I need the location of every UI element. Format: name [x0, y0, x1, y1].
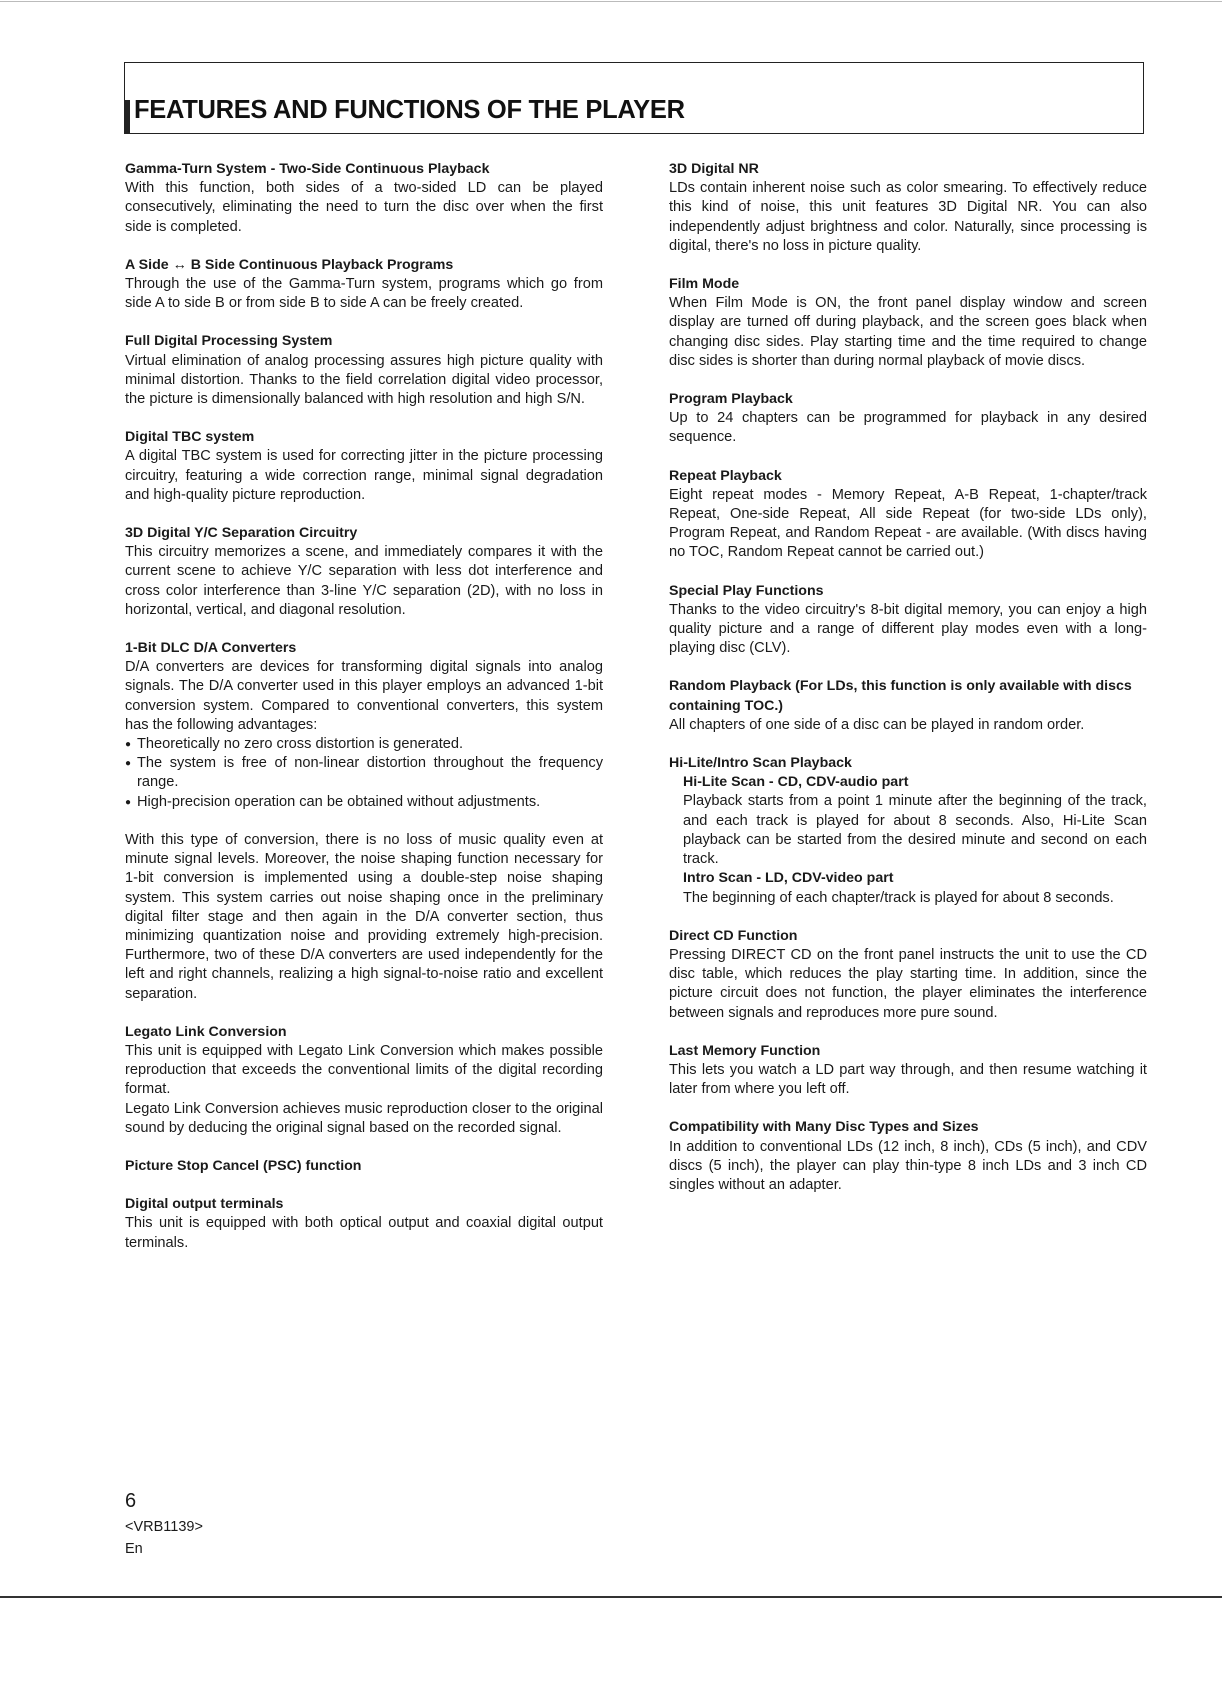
section-heading: 1-Bit DLC D/A Converters — [125, 640, 297, 657]
subsection-heading: Intro Scan - LD, CDV-video part — [683, 870, 894, 887]
section-body: Eight repeat modes - Memory Repeat, A-B Repeat, 1-chapter/track Repeat, One-side Repeat, All side Repeat (for two-side LDs only), Program Repeat, and Random Repeat - are available. (With discs having no TOC, Random Repeat cannot be carried out.) — [669, 486, 1147, 561]
section-heading: Direct CD Function — [669, 927, 798, 944]
section-1bit-dlc — [125, 639, 603, 1004]
section-film-mode — [669, 275, 1147, 371]
section-random-playback — [669, 677, 1147, 735]
section-body: This circuitry memorizes a scene, and immediately compares it with the current scene to achieve Y/C separation with less dot interference and cross color interference than 3-line Y/C separation (2D), with no loss in horizontal, vertical, and diagonal resolution. — [125, 544, 603, 618]
subsection-heading: Hi-Lite Scan - CD, CDV-audio part — [683, 774, 909, 791]
subsection-body: The beginning of each chapter/track is played for about 8 seconds. — [683, 889, 1114, 906]
section-body: Thanks to the video circuitry's 8-bit digital memory, you can enjoy a high quality picture and a range of different play modes even with a long-playing disc (CLV). — [669, 601, 1147, 657]
section-heading: A Side ↔ B Side Continuous Playback Programs — [125, 256, 454, 273]
section-heading: Random Playback (For LDs, this function is only available with discs containing TOC.) — [669, 678, 1132, 714]
list-item: ● High-precision operation can be obtained without adjustments. — [125, 793, 603, 812]
list-item: ● Theoretically no zero cross distortion is generated. — [125, 735, 603, 754]
section-heading: 3D Digital NR — [669, 161, 759, 177]
section-body: This lets you watch a LD part way through, and then resume watching it later from where you left off. — [669, 1061, 1147, 1098]
section-heading: Hi-Lite/Intro Scan Playback — [669, 755, 852, 772]
section-heading: Legato Link Conversion — [125, 1023, 287, 1040]
section-body: Virtual elimination of analog processing assures high picture quality with minimal distortion. Thanks to the field correlation digital video processor, the picture is dimensionally balanced with high resolution and high S/N. — [125, 352, 603, 408]
section-heading: Last Memory Function — [669, 1042, 821, 1059]
title-accent-bar — [124, 100, 130, 134]
section-heading: Gamma-Turn System - Two-Side Continuous Playback — [125, 161, 490, 177]
section-body: A digital TBC system is used for correcting jitter in the picture processing circuitry, featuring a wide correction range, minimal signal degradation and high-quality picture reproduction. — [125, 448, 603, 503]
section-repeat-playback — [669, 467, 1147, 563]
section-heading: Digital TBC system — [125, 429, 255, 446]
section-hilite-intro-scan — [669, 754, 1147, 908]
section-heading: Special Play Functions — [669, 582, 824, 599]
section-program-playback — [669, 390, 1147, 448]
language-code: En — [125, 1541, 143, 1557]
section-3d-yc-separation — [125, 524, 603, 620]
section-digital-tbc — [125, 428, 603, 505]
section-body: Up to 24 chapters can be programmed for playback in any desired sequence. — [669, 410, 1147, 446]
section-digital-output — [125, 1195, 603, 1253]
document-code: <VRB1139> — [125, 1519, 203, 1535]
section-body: Through the use of the Gamma-Turn system, programs which go from side A to side B or from side B to side A can be freely created. — [125, 276, 603, 312]
section-compatibility — [669, 1118, 1147, 1195]
section-legato-link — [125, 1023, 603, 1138]
section-psc — [125, 1157, 603, 1176]
section-ab-side-programs — [125, 256, 603, 314]
section-body: All chapters of one side of a disc can be played in random order. — [669, 716, 1085, 733]
list-item: ● The system is free of non-linear distortion throughout the frequency range. — [125, 754, 603, 792]
section-heading: Full Digital Processing System — [125, 333, 333, 350]
page-footer — [125, 1490, 203, 1563]
section-full-digital-processing — [125, 332, 603, 409]
section-heading: Program Playback — [669, 391, 793, 408]
left-column — [125, 160, 603, 1272]
section-body-continued: With this type of conversion, there is no loss of music quality even at minute signal levels. Moreover, the noise shaping function necessary for 1-bit conversion is implemented using a double-step noise shaping system. This system carries out noise shaping once in the preliminary digital filter stage and then again in the D/A converter section, thus minimizing quantization noise and providing extremely high-precision. Furthermore, two of these D/A converters are used independently for the left and right channels, realizing a high signal-to-noise ratio and excellent separation. — [125, 831, 603, 1002]
section-body: This unit is equipped with Legato Link Conversion which makes possible reproduction that exceeds the conventional limits of the digital recording format. — [125, 1042, 603, 1098]
page-number: 6 — [125, 1490, 137, 1512]
section-heading: Digital output terminals — [125, 1196, 284, 1213]
section-heading: Picture Stop Cancel (PSC) function — [125, 1157, 362, 1174]
section-body-continued: Legato Link Conversion achieves music reproduction closer to the original sound by deducing the original signal based on the recorded signal. — [125, 1100, 603, 1136]
section-body: LDs contain inherent noise such as color smearing. To effectively reduce this kind of noise, this unit features 3D Digital NR. You can also independently adjust brightness and color. Naturally, since processing is digital, there's no loss in picture quality. — [669, 180, 1147, 254]
section-heading: Repeat Playback — [669, 467, 782, 484]
right-column — [669, 160, 1147, 1214]
section-body: Pressing DIRECT CD on the front panel instructs the unit to use the CD disc table, which reduces the play starting time. In addition, since the picture circuit does not function, the player eliminates the interference between signals and reproduces more pure sound. — [669, 946, 1147, 1021]
section-3d-digital-nr — [669, 160, 1147, 256]
section-body: This unit is equipped with both optical output and coaxial digital output terminals. — [125, 1215, 603, 1251]
section-heading: 3D Digital Y/C Separation Circuitry — [125, 525, 358, 542]
top-edge-rule — [0, 1, 1222, 2]
section-body: In addition to conventional LDs (12 inch, 8 inch), CDs (5 inch), and CDV discs (5 inch), the player can play thin-type 8 inch LDs and 3 inch CD singles without an adapter. — [669, 1138, 1147, 1193]
section-gamma-turn — [125, 160, 603, 237]
section-special-play — [669, 582, 1147, 659]
section-body: D/A converters are devices for transforming digital signals into analog signals. The D/A converter used in this player employs an advanced 1-bit conversion system. Compared to conventional converters, this system has the following advantages: — [125, 659, 603, 733]
section-heading: Compatibility with Many Disc Types and Sizes — [669, 1119, 979, 1136]
section-last-memory — [669, 1042, 1147, 1100]
section-body: With this function, both sides of a two-sided LD can be played consecutively, eliminating the need to turn the disc over when the first side is completed. — [125, 180, 603, 235]
section-body: When Film Mode is ON, the front panel display window and screen display are turned off during playback, and the screen goes black when changing disc sides. Play starting time and the time required to change disc sides is shorter than during normal playback of movie discs. — [669, 295, 1147, 369]
subsection-body: Playback starts from a point 1 minute after the beginning of the track, and each track is played for about 8 seconds. Also, Hi-Lite Scan playback can be started from the desired minute and second on each track. — [683, 793, 1147, 868]
section-heading: Film Mode — [669, 276, 740, 293]
section-direct-cd — [669, 927, 1147, 1023]
advantages-list — [125, 735, 603, 812]
page-title: FEATURES AND FUNCTIONS OF THE PLAYER — [134, 96, 685, 124]
bottom-rule — [0, 1596, 1222, 1598]
